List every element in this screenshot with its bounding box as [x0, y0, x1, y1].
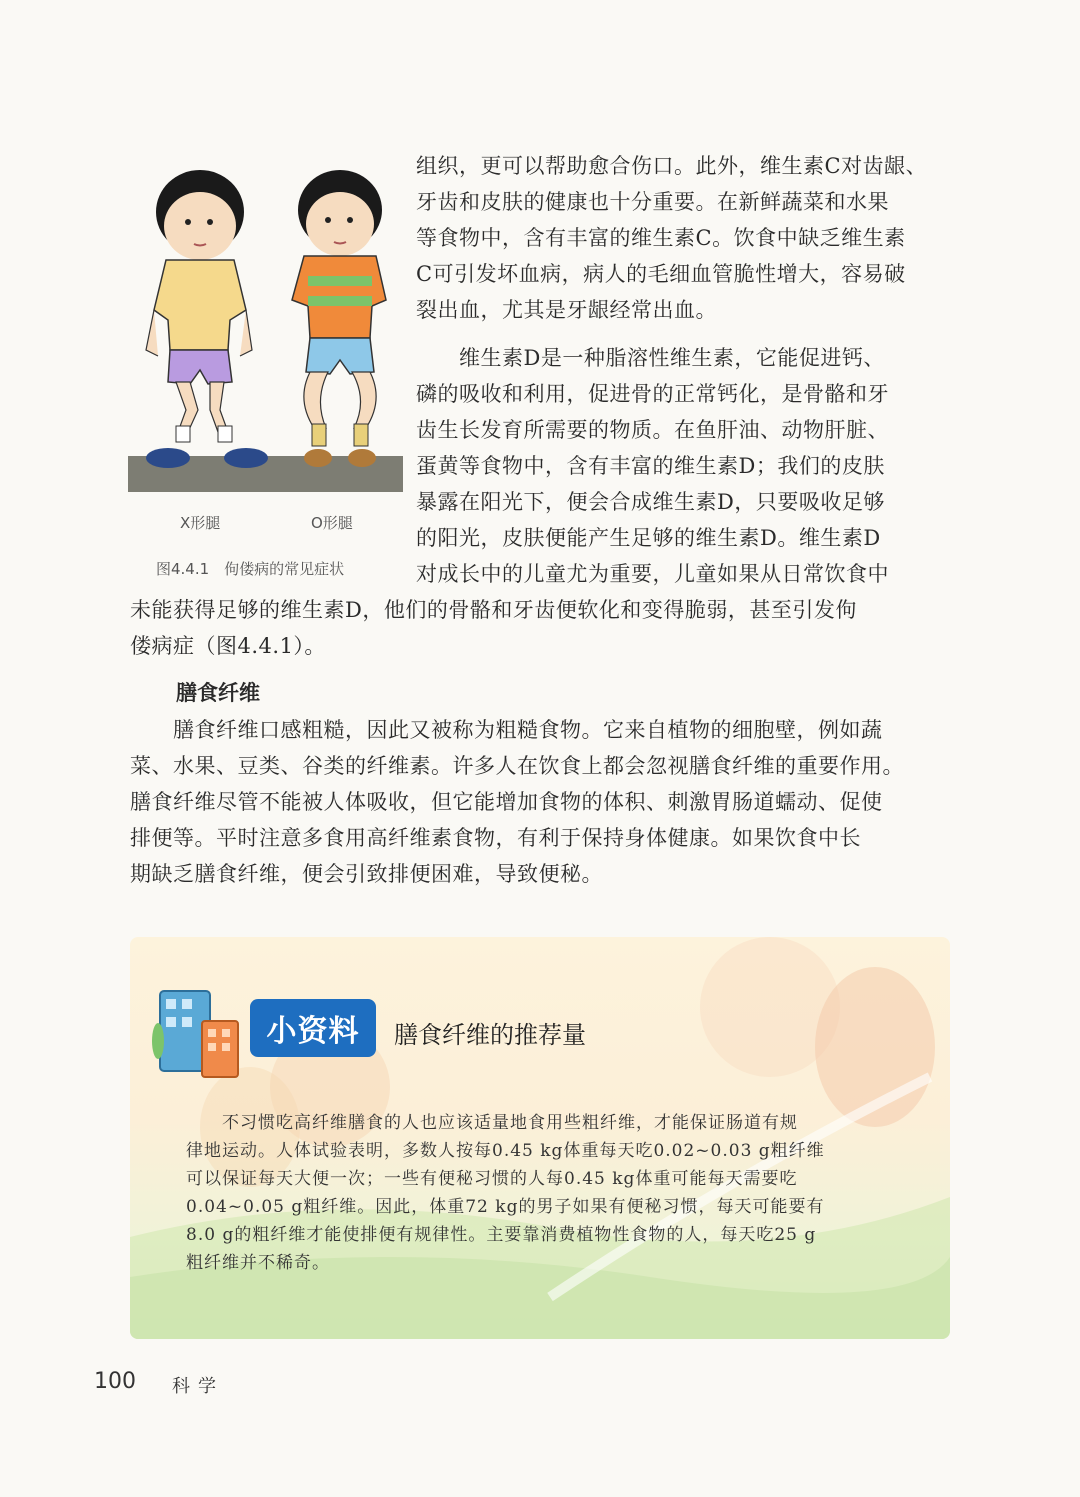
figure-caption: 图4.4.1 佝偻病的常见症状 [156, 560, 345, 578]
section-heading-dietary-fiber: 膳食纤维 [176, 681, 260, 705]
paragraph-vitamin-d [416, 340, 956, 592]
text-line: 律地运动。人体试验表明，多数人按每0.45 kg体重每天吃0.02~0.03 g粗纤维 [186, 1141, 825, 1161]
text-line: 蛋黄等食物中，含有丰富的维生素D；我们的皮肤 [416, 454, 885, 478]
text-line: 的阳光，皮肤便能产生足够的维生素D。维生素D [416, 526, 881, 550]
text-line: C可引发坏血病，病人的毛细血管脆性增大，容易破 [416, 262, 906, 286]
text-line: 8.0 g的粗纤维才能使排便有规律性。主要靠消费植物性食物的人，每天吃25 g [186, 1225, 817, 1245]
text-line: 膳食纤维尽管不能被人体吸收，但它能增加食物的体积、刺激胃肠道蠕动、促使 [130, 790, 883, 814]
paragraph-vitamin-d-continued [130, 592, 960, 664]
text-line: 齿生长发育所需要的物质。在鱼肝油、动物肝脏、 [416, 418, 889, 442]
books-icon [152, 981, 252, 1091]
text-line: 未能获得足够的维生素D，他们的骨骼和牙齿便软化和变得脆弱，甚至引发佝 [130, 598, 857, 622]
text-line: 不习惯吃高纤维膳食的人也应该适量地食用些粗纤维，才能保证肠道有规 [186, 1113, 798, 1133]
text-line: 组织，更可以帮助愈合伤口。此外，维生素C对齿龈、 [416, 154, 928, 178]
boy-o-legs [292, 170, 386, 467]
o-legs-label: O形腿 [311, 514, 353, 532]
paragraph-vitamin-c [416, 148, 956, 328]
boy-x-legs [146, 170, 268, 468]
rickets-figure [128, 160, 403, 580]
text-line: 膳食纤维口感粗糙，因此又被称为粗糙食物。它来自植物的细胞壁，例如蔬 [130, 718, 883, 742]
text-line: 对成长中的儿童尤为重要，儿童如果从日常饮食中 [416, 562, 889, 586]
text-line: 等食物中，含有丰富的维生素C。饮食中缺乏维生素 [416, 226, 906, 250]
text-line: 维生素D是一种脂溶性维生素，它能促进钙、 [416, 346, 885, 370]
text-line: 0.04~0.05 g粗纤维。因此，体重72 kg的男子如果有便秘习惯，每天可能要有 [186, 1197, 825, 1217]
text-line: 排便等。平时注意多食用高纤维素食物，有利于保持身体健康。如果饮食中长 [130, 826, 861, 850]
text-line: 菜、水果、豆类、谷类的纤维素。许多人在饮食上都会忽视膳食纤维的重要作用。 [130, 754, 904, 778]
info-box [130, 937, 950, 1339]
info-box-text [186, 1109, 906, 1277]
x-legs-label: X形腿 [180, 514, 221, 532]
page-number: 100 [94, 1369, 136, 1394]
subject-label: 科学 [172, 1376, 224, 1397]
text-line: 暴露在阳光下，便会合成维生素D，只要吸收足够 [416, 490, 885, 514]
text-line: 期缺乏膳食纤维，便会引致排便困难，导致便秘。 [130, 862, 603, 886]
text-line: 牙齿和皮肤的健康也十分重要。在新鲜蔬菜和水果 [416, 190, 889, 214]
info-box-title: 膳食纤维的推荐量 [394, 1021, 586, 1049]
text-line: 偻病症（图4.4.1）。 [130, 634, 326, 658]
text-line: 裂出血，尤其是牙龈经常出血。 [416, 298, 717, 322]
text-line: 磷的吸收和利用，促进骨的正常钙化，是骨骼和牙 [416, 382, 889, 406]
text-line: 粗纤维并不稀奇。 [186, 1253, 330, 1273]
paragraph-dietary-fiber [130, 712, 960, 892]
info-badge: 小资料 [250, 999, 376, 1057]
boys-illustration [128, 160, 403, 500]
text-line: 可以保证每天大便一次；一些有便秘习惯的人每0.45 kg体重可能每天需要吃 [186, 1169, 798, 1189]
